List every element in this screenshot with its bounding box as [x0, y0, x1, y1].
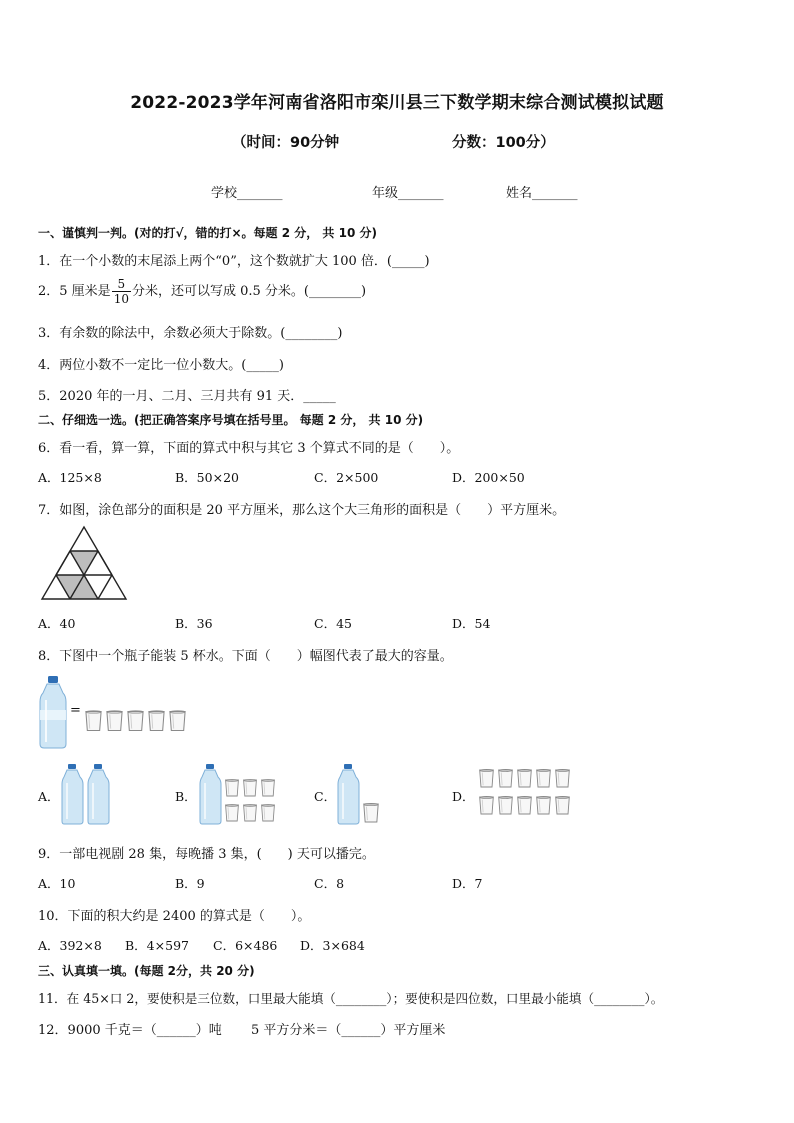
cup-icon [260, 778, 276, 798]
cup-icon [168, 709, 187, 733]
equals-sign: = [70, 703, 81, 718]
exam-time: （时间：90分钟 [232, 135, 340, 151]
question-12-part-a: 12．9000 千克＝（______）吨 [38, 1023, 222, 1038]
grade-field: 年级_______ [372, 186, 444, 201]
cup-icon [497, 795, 514, 816]
fraction-numerator: 5 [112, 277, 131, 292]
question-8: 8．下图中一个瓶子能装 5 杯水。下面（ ）幅图代表了最大的容量。 [38, 649, 453, 664]
bottle-icon [200, 764, 222, 824]
question-2 [38, 277, 366, 306]
cup-icon [362, 802, 380, 824]
cup-icon [224, 778, 240, 798]
cup-icon [554, 768, 571, 789]
question-1: 1．在一个小数的末尾添上两个“0”，这个数就扩大 100 倍．(_____) [38, 254, 430, 269]
bottle-icon [338, 764, 360, 824]
option-a-bottles [62, 764, 110, 824]
q8-label-c: C． [314, 789, 337, 804]
q9-option-c: C．8 [314, 876, 345, 891]
cup-icon [478, 768, 495, 789]
q7-option-d: D．54 [452, 616, 491, 631]
q6-option-a: A．125×8 [38, 470, 102, 485]
fraction-denominator: 10 [113, 292, 129, 306]
option-b-cups [224, 778, 280, 826]
question-2-prefix: 2．5 厘米是 [38, 284, 111, 299]
fraction [112, 277, 131, 306]
q9-option-b: B．9 [175, 876, 205, 891]
q6-option-c: C．2×500 [314, 470, 379, 485]
bottle-icon [38, 676, 68, 748]
question-12-part-b: 5 平方分米＝（______）平方厘米 [251, 1023, 446, 1038]
section-3-heading: 三、认真填一填。(每题 2分，共 20 分) [38, 964, 255, 978]
question-10: 10．下面的积大约是 2400 的算式是（ ）。 [38, 909, 311, 924]
cup-icon [242, 803, 258, 823]
cup-icon [554, 795, 571, 816]
cup-icon [535, 768, 552, 789]
cup-icon [147, 709, 166, 733]
cup-icon [535, 795, 552, 816]
cup-icon [497, 768, 514, 789]
section-2-heading: 二、仔细选一选。(把正确答案序号填在括号里。 每题 2 分， 共 10 分) [38, 413, 424, 427]
q8-label-b: B． [175, 789, 197, 804]
question-9: 9．一部电视剧 28 集，每晚播 3 集，( ) 天可以播完。 [38, 847, 375, 862]
cup-icon [126, 709, 145, 733]
page-title: 2022-2023学年河南省洛阳市栾川县三下数学期末综合测试模拟试题 [130, 93, 664, 113]
q10-option-b: B．4×597 [125, 938, 189, 953]
question-3: 3．有余数的除法中，余数必须大于除数。(________) [38, 326, 343, 341]
bottle-icon [88, 764, 109, 824]
q9-option-d: D．7 [452, 876, 483, 891]
cup-icon [516, 795, 533, 816]
q9-option-a: A．10 [38, 876, 76, 891]
cup-icon [105, 709, 124, 733]
option-d-cups [478, 768, 578, 820]
cup-icon [242, 778, 258, 798]
question-4: 4．两位小数不一定比一位小数大。(_____) [38, 358, 284, 373]
cup-icon [516, 768, 533, 789]
q7-option-b: B．36 [175, 616, 213, 631]
q7-option-a: A．40 [38, 616, 76, 631]
cup-icon [260, 803, 276, 823]
q6-option-b: B．50×20 [175, 470, 239, 485]
q7-option-c: C．45 [314, 616, 352, 631]
reference-cups [84, 709, 194, 735]
question-6: 6．看一看，算一算，下面的算式中积与其它 3 个算式不同的是（ ）。 [38, 441, 460, 456]
cup-icon [478, 795, 495, 816]
bottle-icon [62, 764, 83, 824]
q8-label-d: D． [452, 789, 475, 804]
q10-option-c: C．6×486 [213, 938, 278, 953]
q10-option-d: D．3×684 [300, 938, 365, 953]
school-field: 学校_______ [211, 186, 283, 201]
q10-option-a: A．392×8 [38, 938, 102, 953]
exam-score: 分数：100分） [452, 135, 555, 151]
cup-icon [224, 803, 240, 823]
question-11: 11．在 45×口 2，要使积是三位数，口里最大能填（________）；要使积是四位数，口里最小能填（________）。 [38, 991, 664, 1006]
triangle-figure [42, 527, 126, 599]
name-field: 姓名_______ [506, 186, 578, 201]
q6-option-d: D．200×50 [452, 470, 525, 485]
section-1-heading: 一、谨慎判一判。(对的打√，错的打×。每题 2 分， 共 10 分) [38, 226, 377, 240]
question-7: 7．如图，涂色部分的面积是 20 平方厘米，那么这个大三角形的面积是（ ）平方厘米。 [38, 503, 566, 518]
cup-icon [84, 709, 103, 733]
option-c-cups [362, 802, 382, 826]
question-5: 5．2020 年的一月、二月、三月共有 91 天．_____ [38, 389, 336, 404]
q8-label-a: A． [38, 789, 60, 804]
question-2-suffix: 分米，还可以写成 0.5 分米。(________) [131, 284, 367, 299]
